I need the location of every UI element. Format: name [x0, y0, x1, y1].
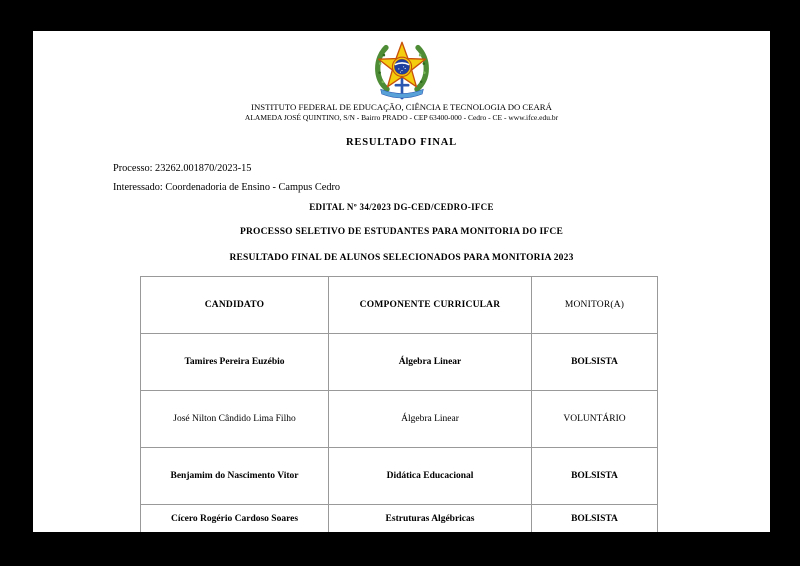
table-row [141, 505, 658, 533]
cell-componente: Álgebra Linear [329, 391, 532, 448]
selection-process-heading: PROCESSO SELETIVO DE ESTUDANTES PARA MONITORIA DO IFCE [239, 227, 564, 237]
table-row [141, 448, 658, 505]
coat-of-arms-icon [370, 39, 434, 101]
cell-candidato: Benjamim do Nascimento Vitor [141, 448, 329, 505]
institution-name: INSTITUTO FEDERAL DE EDUCAÇÃO, CIÊNCIA E TECNOLOGIA DO CEARÁ [251, 102, 552, 112]
cell-candidato: Cícero Rogério Cardoso Soares [141, 505, 329, 533]
process-number-line: Processo: 23262.001870/2023-15 [113, 163, 252, 174]
column-header-componente-curricular: COMPONENTE CURRICULAR [329, 277, 532, 334]
document-page [33, 31, 770, 532]
table-header-row [141, 277, 658, 334]
table-row [141, 334, 658, 391]
brazil-coat-of-arms-logo [370, 39, 434, 101]
document-title: RESULTADO FINAL [346, 137, 457, 148]
results-table [140, 276, 658, 532]
cell-monitor: BOLSISTA [532, 505, 658, 533]
table-row [141, 391, 658, 448]
interested-party-line: Interessado: Coordenadoria de Ensino - Campus Cedro [113, 182, 341, 193]
cell-componente: Álgebra Linear [329, 334, 532, 391]
cell-componente: Estruturas Algébricas [329, 505, 532, 533]
edital-heading: EDITAL Nº 34/2023 DG-CED/CEDRO-IFCE [309, 202, 494, 212]
cell-componente: Didática Educacional [329, 448, 532, 505]
cell-candidato: José Nilton Cândido Lima Filho [141, 391, 329, 448]
cell-monitor: VOLUNTÁRIO [532, 391, 658, 448]
final-result-heading: RESULTADO FINAL DE ALUNOS SELECIONADOS PARA MONITORIA 2023 [229, 253, 574, 263]
cell-monitor: BOLSISTA [532, 334, 658, 391]
column-header-monitor: MONITOR(A) [532, 277, 658, 334]
column-header-candidato: CANDIDATO [141, 277, 329, 334]
cell-candidato: Tamires Pereira Euzébio [141, 334, 329, 391]
cell-monitor: BOLSISTA [532, 448, 658, 505]
institution-address: ALAMEDA JOSÉ QUINTINO, S/N - Bairro PRADO - CEP 63400-000 - Cedro - CE - www.ifce.edu.br [244, 113, 559, 122]
